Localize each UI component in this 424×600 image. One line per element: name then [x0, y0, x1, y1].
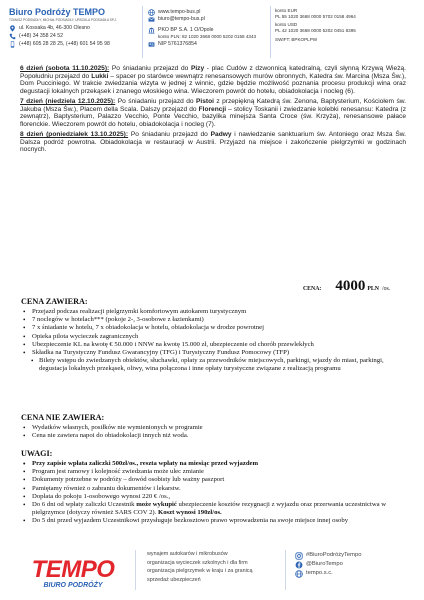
mobile-phones: (+48) 605 28 28 25, (+48) 601 54 95 98 — [19, 41, 110, 48]
list-item: • Do 5 dni przed wyjazdem Uczestnikowi przysługuje bezkosztowo prawo wprowadzenia na swoje miejsce innej osoby — [20, 517, 406, 525]
notes-heading — [21, 449, 52, 458]
eur-account: PL 55 1020 3668 0000 5702 0158 4964 — [275, 14, 356, 19]
brand-block — [9, 7, 131, 48]
usd-label: konto USD — [275, 22, 298, 27]
nip-row — [148, 41, 268, 48]
social-row-instagram[interactable] — [295, 551, 419, 560]
social-handle-3[interactable]: tempo.s.c. — [306, 570, 333, 577]
bank-name: PKO BP S.A. 1 O/Opole — [158, 27, 214, 34]
excludes-title: CENA NIE ZAWIERA — [21, 413, 102, 422]
social-row-web[interactable] — [295, 569, 419, 578]
eur-label: konto EUR — [275, 8, 298, 13]
place-name: Florencji — [198, 105, 227, 113]
day-7-heading: 7 dzień (niedziela 12.10.2025): — [20, 98, 116, 106]
excludes-title-suffix: : — [101, 413, 105, 422]
list-item: • 7 noclegów w hotelach*** (pokoje 2-, 3-osobowe z łazienkami) — [20, 316, 406, 324]
note-bold: może wykupić — [136, 501, 177, 509]
service-line: organizacja wycieczek szkolnych i dla firm — [147, 559, 248, 566]
day-text: Po śniadaniu przejazd do — [128, 131, 211, 139]
social-handle-2[interactable]: @BiuroTempo — [306, 561, 343, 568]
notes-list — [20, 460, 406, 526]
day-6-heading: 6 dzień (sobota 11.10.2025): — [20, 65, 110, 72]
footer-divider-2 — [285, 550, 286, 590]
instagram-icon — [295, 552, 303, 560]
list-item: • Program jest ramowy i kolejność zwiedzania może ulec zmianie — [20, 468, 406, 476]
includes-heading — [21, 297, 88, 306]
services-list — [147, 550, 277, 584]
bank-row — [148, 27, 268, 34]
usd-account: PL 42 1020 3668 0000 5202 0451 8395 — [275, 28, 356, 33]
globe-icon — [295, 570, 303, 578]
brand-subtitle: TOMASZ PODSIADŁY, MICHAŁ PODSIADŁY, URSZULA PODSIADŁA SP.J. — [9, 18, 117, 22]
footer — [0, 538, 424, 600]
list-item: • Pamiętamy również o zabraniu dokumentów i lekarstw. — [20, 485, 406, 493]
service-line: sprzedaż ubezpieczeń — [147, 576, 201, 583]
list-item: • 7 x śniadanie w hotelu, 7 x obiadokolacja w hotelu, obiadokolacja w drodze powrotnej — [20, 324, 406, 332]
list-item: • Cena nie zawiera napoi do obiadokolacji innych niż woda. — [20, 432, 406, 440]
place-name: Pistoi — [195, 98, 214, 106]
location-icon — [9, 25, 16, 32]
email-row[interactable] — [148, 16, 268, 23]
notes-title: UWAGI — [21, 449, 50, 458]
pln-account: konto PLN: 82 1020 3668 0000 5202 0158 4343 — [158, 34, 257, 39]
list-item: • Przejazd podczas realizacji pielgrzymki komfortowym autokarem turystycznym — [20, 308, 406, 316]
day-text: i nawiedzanie sanktuarium św. Antoniego oraz Msza Św. Dalsza podróż powrotna. Obiadokolacja w restauracji w Austrii. Przyjazd na miejsce i zakończenie pielgrzymki w godzinach nocnych. — [20, 131, 406, 154]
address: ul. Kossaka 4b, 46-300 Olesno — [19, 25, 90, 32]
service-line: organizacja pielgrzymek w kraju i za granicą — [147, 568, 253, 575]
list-item: • Dopłata do pokoju 1-osobowego wynosi 220 € /os., — [20, 493, 406, 501]
phone-row — [9, 33, 131, 40]
globe-icon — [148, 9, 155, 16]
day-text: – stolicy Toskanii i zwiedzanie kolebki renesansu: Katedra (z zewnątrz), Baptysterium, Palazzo Vecchio, Ponte Vecchio, bazylika minejsza Santa Croce (św. Krzyża), renesansowe pałace florenckie. Wieczorem powrót do hotelu, obiadokolacja i nocleg (7). — [20, 105, 406, 128]
tempo-logo — [24, 550, 122, 590]
day-7-paragraph — [20, 98, 406, 128]
phone-icon — [9, 33, 16, 40]
nip: NIP 5761376854 — [158, 41, 197, 48]
place-name: Padwy — [210, 131, 232, 139]
website-row[interactable] — [148, 9, 268, 16]
service-line: wynajem autokarów i mikrobusów — [147, 551, 228, 557]
excludes-heading — [21, 413, 104, 422]
note-text: ubezpieczenie kosztów rezygnacji z wyjazdu oraz przerwania uczestnictwa w pielgrzymce (dotyczy również SARS COV 2). — [32, 501, 387, 517]
day-text: Po śniadaniu przejazd do — [115, 98, 196, 106]
price-currency: PLN — [367, 286, 379, 292]
envelope-icon — [148, 16, 155, 23]
note-bold: Koszt wynosi 190zł/os. — [158, 509, 222, 517]
website-link[interactable]: www.tempo-bus.pl — [158, 9, 201, 16]
price-per: /os. — [381, 286, 391, 292]
list-sub-item: • Bilety wstępu do zwiedzanych obiektów, słuchawki, opłaty za przewodników miejscowych, parkingi, wjazdy do miast, parkingi, degustacja lokalnych przekąsek, oliwy, wina połączona i inne opłaty turystyczne związane z realizacją programu — [20, 357, 406, 373]
day-8-paragraph — [20, 131, 406, 154]
svg-text:TEMPO: TEMPO — [31, 556, 115, 583]
list-item: • Ubezpieczenie KL na kwotę € 50.000 i NNW na kwotę 15.000 zł, ubezpieczenie od chorób przewlekłych — [20, 341, 406, 349]
day-text: – spacer po starówce wewnątrz renesansowych murów obronnych, Katedra św. Marcina (Msza Św.), Dom Pucciniego. W trakcie zwiedzania wizyta w jednej z winnic, gdzie będzie możliwość poznania procesu produkcji wina oraz degustacji lokalnych przekąsek i znanego włoskiego wina. Wieczorem powrót do hotelu, obiadokolacja i nocleg (6). — [20, 72, 406, 95]
price-box — [303, 278, 390, 295]
day-text: z przepiękną Katedrą św. Zenona, Baptysterium, Kościołem św. Jakuba (Msza Św.), Placem della Scala. Dalszy przejazd do — [20, 98, 407, 113]
phone: (+48) 34 358 24 52 — [19, 33, 63, 40]
day-text: - plac Cudów z dzwonnicą katedralną, czyli słynną Krzywą Wieżą. Popołudniu przejazd do — [20, 65, 406, 80]
mobile-row — [9, 41, 131, 48]
list-item: • Opieka pilota wycieczek zagranicznych — [20, 333, 406, 341]
place-name: Lukki — [91, 72, 109, 80]
day-text: Po śniadaniu przejazd do — [109, 65, 191, 72]
list-item: • Składka na Turystyczny Fundusz Gwarancyjny (TFG) i Turystyczny Fundusz Pomocowy (TFP) — [20, 349, 406, 357]
social-row-twitter[interactable] — [295, 560, 419, 569]
day-8-heading: 8 dzień (poniedziałek 13.10.2025): — [20, 131, 129, 139]
list-item: • Przy zapisie wpłata zaliczki 500zł/os., reszta wpłaty na miesiąc przed wyjazdem — [20, 460, 406, 468]
includes-title: CENA ZAWIERA — [21, 297, 85, 306]
email-link[interactable]: biuro@tempo-bus.pl — [158, 16, 205, 23]
accounts-column — [275, 8, 421, 43]
mobile-icon — [9, 41, 16, 48]
footer-divider — [135, 550, 136, 590]
social-handle-1[interactable]: #BiuroPodróżyTempo — [306, 552, 362, 558]
contact-column — [148, 9, 268, 48]
day-6-paragraph — [20, 65, 406, 95]
itinerary — [20, 65, 406, 157]
price-label: CENA: — [303, 286, 322, 292]
social-links — [295, 551, 419, 579]
facebook-icon — [295, 561, 303, 569]
notes-title-suffix: : — [49, 449, 53, 458]
header-divider-2 — [270, 6, 271, 58]
excludes-list — [20, 424, 406, 440]
letterhead — [0, 0, 424, 62]
place-name: Pizy — [190, 65, 205, 72]
bank-icon — [148, 27, 155, 34]
header-divider — [142, 6, 143, 58]
note-text: Do 6 dni od wpłaty zaliczki Uczestnik — [32, 501, 137, 509]
svg-text:BIURO PODRÓŻY: BIURO PODRÓŻY — [43, 582, 103, 589]
list-item: • Wydatków własnych, posiłków nie wymienionych w programie — [20, 424, 406, 432]
address-row — [9, 25, 131, 32]
brand-name: Biuro Podróży TEMPO — [9, 7, 106, 17]
includes-title-suffix: : — [84, 297, 88, 306]
list-item: • Dokumenty potrzebne w podróży – dowód osobisty lub ważny paszport — [20, 476, 406, 484]
includes-list — [20, 308, 406, 374]
list-item — [20, 501, 406, 517]
id-card-icon — [148, 41, 155, 48]
price-value: 4000 — [335, 278, 366, 294]
swift-code: SWIFT: BPKOPLPW — [275, 37, 318, 42]
